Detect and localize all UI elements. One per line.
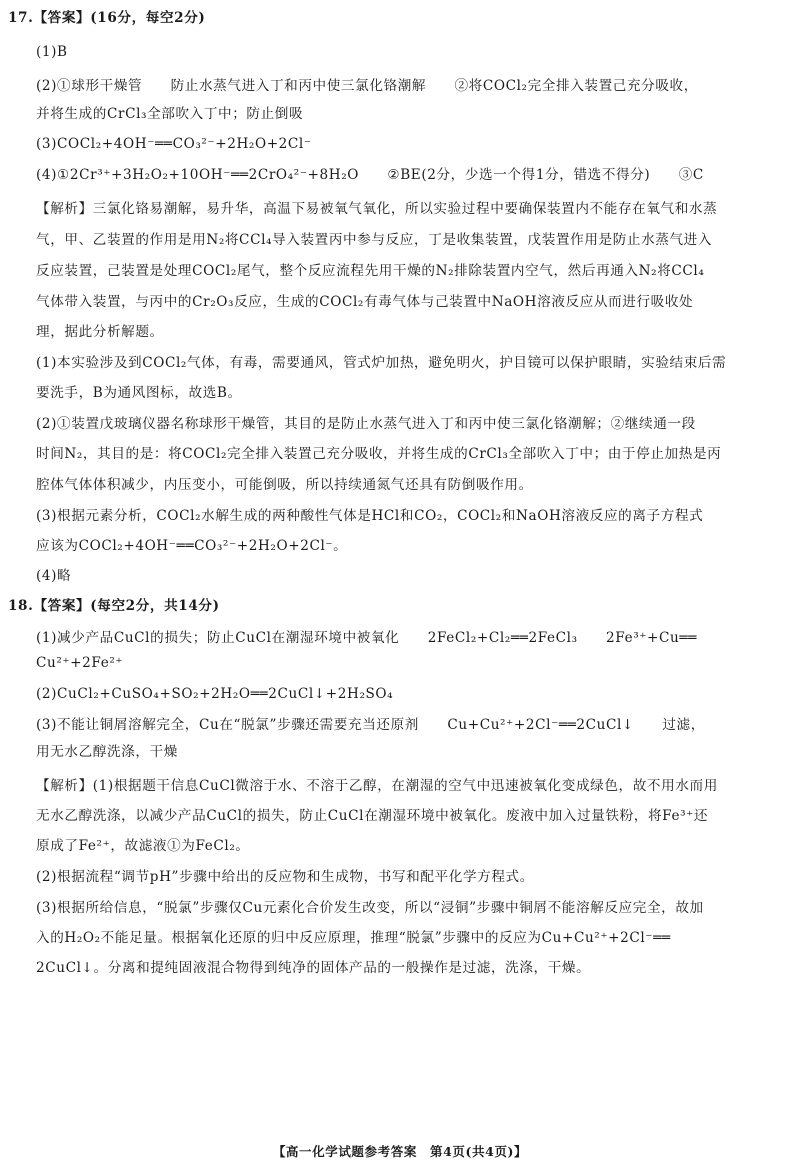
q17-explain-3-line1: (3)根据元素分析，COCl₂水解生成的两种酸性气体是HCl和CO₂，COCl₂和NaOH溶液反应的离子方程式	[36, 508, 704, 524]
q17-answer-2-line2: 并将生成的CrCl₃全部吹入丁中；防止倒吸	[36, 106, 304, 122]
q17-answer-1: (1)B	[36, 44, 68, 60]
q17-answer-2-line1: (2)①球形干燥管 防止水蒸气进入丁和丙中使三氯化铬潮解 ②将COCl₂完全排入装置己充分吸收，	[36, 78, 698, 94]
q18-header: 18.【答案】(每空2分，共14分)	[8, 598, 220, 614]
q17-analysis-line2: 气，甲、乙装置的作用是用N₂将CCl₄导入装置丙中参与反应，丁是收集装置，戊装置作用是防止水蒸气进入	[36, 232, 713, 248]
q18-answer-3-line1: (3)不能让铜屑溶解完全，Cu在“脱氯”步骤还需要充当还原剂 Cu+Cu²⁺+2Cl⁻══2CuCl↓ 过滤，	[36, 717, 705, 733]
q18-answer-3-line2: 用无水乙醇洗涤，干燥	[36, 744, 178, 760]
q18-explain-3-line3: 2CuCl↓。分离和提纯固液混合物得到纯净的固体产品的一般操作是过滤，洗涤，干燥。	[36, 960, 591, 976]
q17-answer-4: (4)①2Cr³⁺+3H₂O₂+10OH⁻══2CrO₄²⁻+8H₂O ②BE(2分，少选一个得1分，错选不得分) ③C	[36, 167, 704, 183]
q17-explain-3-line2: 应该为COCl₂+4OH⁻══CO₃²⁻+2H₂O+2Cl⁻。	[36, 538, 348, 554]
q17-analysis-line5: 理，据此分析解题。	[36, 324, 164, 340]
q17-analysis-line1: 【解析】三氯化铬易潮解，易升华，高温下易被氧气氧化，所以实验过程中要确保装置内不能存在氧气和水蒸	[36, 201, 718, 217]
q18-analysis-line2: 无水乙醇洗涤，以减少产品CuCl的损失，防止CuCl在潮湿环境中被氧化。废液中加入过量铁粉，将Fe³⁺还	[36, 808, 709, 824]
page-footer: 【高一化学试题参考答案 第4页(共4页)】	[272, 1144, 528, 1159]
q17-explain-1-line2: 要洗手，B为通风图标，故选B。	[36, 385, 242, 401]
q18-explain-3-line1: (3)根据所给信息，“脱氯”步骤仅Cu元素化合价发生改变，所以“浸铜”步骤中铜屑不能溶解反应完全，故加	[36, 900, 704, 916]
q17-explain-4: (4)略	[36, 568, 72, 584]
q18-analysis-line3: 原成了Fe²⁺，故滤液①为FeCl₂。	[36, 838, 250, 854]
q17-explain-2-line2: 时间N₂，其目的是：将COCl₂完全排入装置己充分吸收，并将生成的CrCl₃全部吹入丁中；由于停止加热是丙	[36, 446, 722, 462]
q18-explain-2: (2)根据流程“调节pH”步骤中给出的反应物和生成物，书写和配平化学方程式。	[36, 869, 534, 885]
q18-analysis-line1: 【解析】(1)根据题干信息CuCl微溶于水、不溶于乙醇，在潮湿的空气中迅速被氧化变成绿色，故不用水而用	[36, 778, 718, 794]
q17-header: 17.【答案】(16分，每空2分)	[8, 10, 206, 26]
q17-answer-3: (3)COCl₂+4OH⁻══CO₃²⁻+2H₂O+2Cl⁻	[36, 136, 312, 152]
q18-answer-1-line2: Cu²⁺+2Fe²⁺	[36, 655, 124, 671]
q17-analysis-line3: 反应装置，己装置是处理COCl₂尾气，整个反应流程先用干燥的N₂排除装置内空气，然后再通入N₂将CCl₄	[36, 263, 705, 279]
q18-answer-1-line1: (1)减少产品CuCl的损失；防止CuCl在潮湿环境中被氧化 2FeCl₂+Cl₂══2FeCl₃ 2Fe³⁺+Cu══	[36, 630, 697, 646]
q17-analysis-line4: 气体带入装置，与丙中的Cr₂O₃反应，生成的COCl₂有毒气体与己装置中NaOH溶液反应从而进行吸收处	[36, 294, 694, 310]
q17-explain-2-line1: (2)①装置戊玻璃仪器名称球形干燥管，其目的是防止水蒸气进入丁和丙中使三氯化铬潮解；②继续通一段	[36, 416, 696, 432]
q18-explain-3-line2: 入的H₂O₂不能足量。根据氧化还原的归中反应原理，推理“脱氯”步骤中的反应为Cu+Cu²⁺+2Cl⁻══	[36, 930, 671, 946]
q18-answer-2: (2)CuCl₂+CuSO₄+SO₂+2H₂O══2CuCl↓+2H₂SO₄	[36, 686, 394, 702]
q17-explain-1-line1: (1)本实验涉及到COCl₂气体，有毒，需要通风，管式炉加热，避免明火，护目镜可以保护眼睛，实验结束后需	[36, 355, 727, 371]
q17-explain-2-line3: 腔体气体体积减少，内压变小，可能倒吸，所以持续通氮气还具有防倒吸作用。	[36, 477, 533, 493]
